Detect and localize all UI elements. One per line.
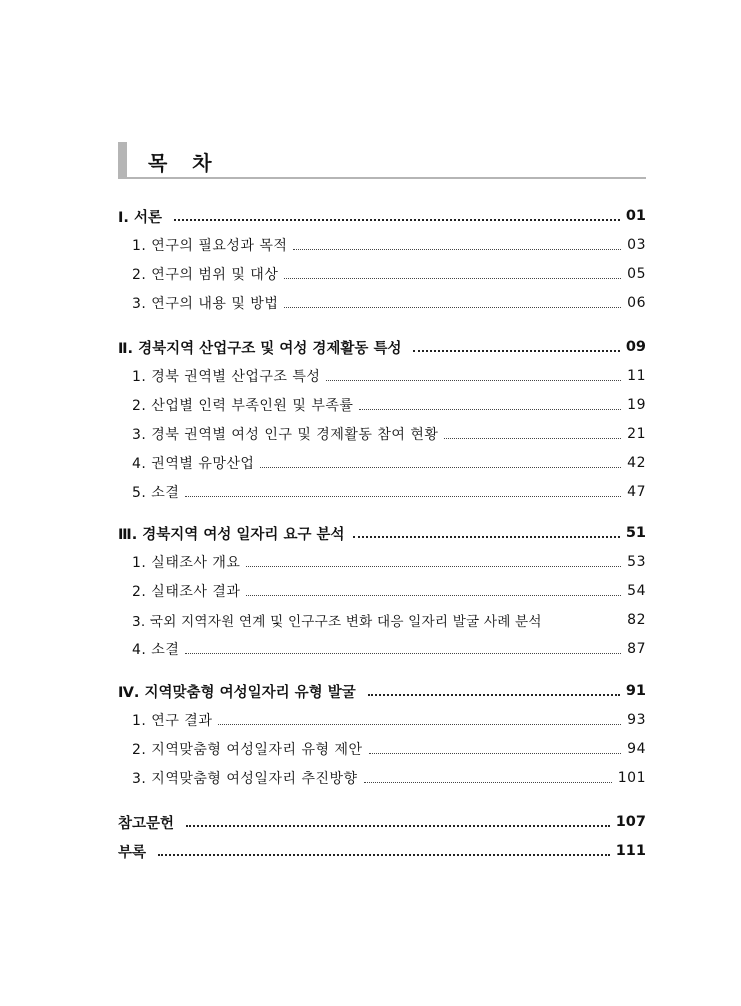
toc-section-2-3[interactable] (118, 421, 646, 447)
toc-page-number: 111 (615, 843, 646, 859)
toc-page-number: 82 (627, 612, 646, 628)
toc-entry-label: 3. 연구의 내용 및 방법 (132, 296, 279, 312)
toc-page-number: 03 (627, 237, 646, 253)
toc-section-4-1[interactable] (118, 707, 646, 733)
toc-page-number: 101 (617, 770, 646, 786)
dot-leader (364, 782, 612, 783)
toc-page-number: 19 (627, 397, 646, 413)
toc-entry-label: 2. 지역맞춤형 여성일자리 유형 제안 (132, 742, 363, 758)
dot-leader (158, 854, 610, 856)
dot-leader (413, 350, 619, 352)
toc-entry-label: 1. 연구의 필요성과 목적 (132, 238, 288, 254)
toc-entry-label: 5. 소결 (132, 485, 180, 501)
title-divider (118, 177, 646, 179)
dot-leader (246, 566, 621, 567)
toc-page-number: 91 (625, 683, 646, 699)
toc-page-number: 01 (625, 208, 646, 224)
toc-entry-label: Ⅰ. 서론 (118, 209, 162, 226)
toc-chapter-1[interactable] (118, 203, 646, 229)
toc-section-3-3[interactable] (118, 607, 646, 633)
toc-entry-label: 1. 경북 권역별 산업구조 특성 (132, 369, 321, 385)
toc-section-3-4[interactable] (118, 636, 646, 662)
dot-leader (284, 307, 621, 308)
dot-leader (359, 409, 621, 410)
dot-leader (186, 825, 610, 827)
toc-entry-label: 4. 권역별 유망산업 (132, 456, 255, 472)
toc-page-number: 93 (627, 712, 646, 728)
toc-section-3-2[interactable] (118, 578, 646, 604)
toc-section-1-2[interactable] (118, 261, 646, 287)
toc-page-number: 06 (627, 295, 646, 311)
toc-page-number: 87 (627, 641, 646, 657)
toc-entry-label: 1. 실태조사 개요 (132, 555, 241, 571)
toc-page-number: 51 (625, 525, 646, 541)
toc-page-number: 94 (627, 741, 646, 757)
toc-entry-label: 참고문헌 (118, 815, 175, 832)
dot-leader (246, 595, 621, 596)
toc-entry-label: 3. 지역맞춤형 여성일자리 추진방향 (132, 771, 358, 787)
toc-page-number: 54 (627, 583, 646, 599)
dot-leader (353, 536, 620, 538)
toc-entry-label: 4. 소결 (132, 642, 180, 658)
toc-page-number: 42 (627, 455, 646, 471)
toc-section-1-1[interactable] (118, 232, 646, 258)
dot-leader (284, 278, 621, 279)
toc-page-number: 09 (625, 339, 646, 355)
toc-entry-label: 3. 국외 지역자원 연계 및 인구구조 변화 대응 일자리 발굴 사례 분석 (132, 614, 542, 630)
toc-appendix[interactable] (118, 838, 646, 864)
toc-section-1-3[interactable] (118, 290, 646, 316)
toc-entry-label: 2. 실태조사 결과 (132, 584, 241, 600)
toc-section-2-2[interactable] (118, 392, 646, 418)
dot-leader (174, 219, 620, 221)
toc-header (118, 142, 646, 180)
toc-page-number: 11 (627, 368, 646, 384)
toc-chapter-2[interactable] (118, 334, 646, 360)
toc-section-2-5[interactable] (118, 479, 646, 505)
page-title: 목 차 (148, 151, 221, 175)
toc-entry-label: 1. 연구 결과 (132, 713, 213, 729)
toc-entry-label: Ⅳ. 지역맞춤형 여성일자리 유형 발굴 (118, 684, 356, 701)
toc-entry-label: 2. 산업별 인력 부족인원 및 부족률 (132, 398, 354, 414)
toc-section-4-2[interactable] (118, 736, 646, 762)
dot-leader (185, 496, 621, 497)
toc-page-number: 05 (627, 266, 646, 282)
toc-section-2-1[interactable] (118, 363, 646, 389)
dot-leader (326, 380, 621, 381)
dot-leader (368, 694, 620, 696)
toc-page-number: 107 (615, 814, 646, 830)
dot-leader (185, 653, 621, 654)
toc-entry-label: Ⅱ. 경북지역 산업구조 및 여성 경제활동 특성 (118, 340, 402, 357)
toc-chapter-4[interactable] (118, 678, 646, 704)
toc-chapter-3[interactable] (118, 520, 646, 546)
toc-entry-label: Ⅲ. 경북지역 여성 일자리 요구 분석 (118, 526, 345, 543)
toc-section-4-3[interactable] (118, 765, 646, 791)
toc-references[interactable] (118, 809, 646, 835)
toc-entry-label: 3. 경북 권역별 여성 인구 및 경제활동 참여 현황 (132, 427, 439, 443)
toc-page-number: 47 (627, 484, 646, 500)
dot-leader (293, 249, 621, 250)
toc-entry-label: 부록 (118, 844, 147, 861)
toc-entry-label: 2. 연구의 범위 및 대상 (132, 267, 279, 283)
title-accent-bar (118, 142, 127, 178)
toc-page-number: 21 (627, 426, 646, 442)
dot-leader (260, 467, 621, 468)
toc-section-3-1[interactable] (118, 549, 646, 575)
dot-leader (369, 753, 622, 754)
dot-leader (218, 724, 621, 725)
dot-leader (444, 438, 621, 439)
toc-page-number: 53 (627, 554, 646, 570)
toc-section-2-4[interactable] (118, 450, 646, 476)
